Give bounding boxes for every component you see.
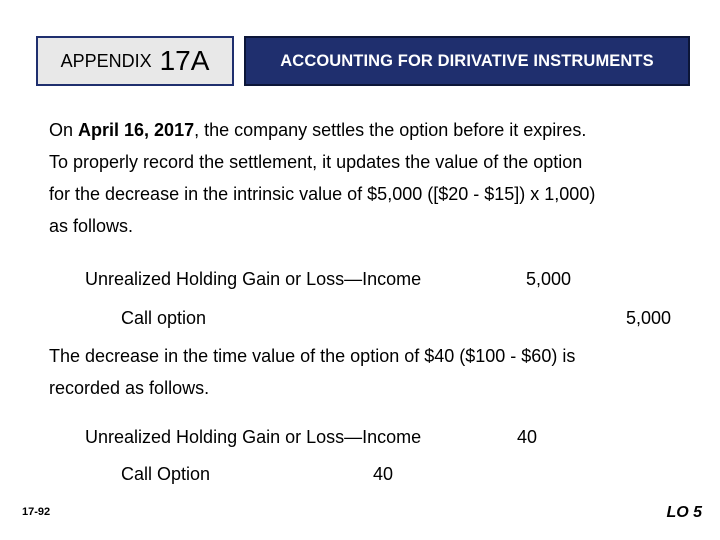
entry2-credit-amount: 40 xyxy=(373,464,394,484)
entry1-debit-account: Unrealized Holding Gain or Loss—Income xyxy=(85,269,422,289)
entry2-credit-account: Call Option xyxy=(121,464,211,484)
appendix-label-box xyxy=(36,36,234,86)
intro-paragraph xyxy=(49,114,699,242)
intro-line-1-suffix: , the company settles the option before it expires. xyxy=(194,120,587,140)
learning-objective: LO 5 xyxy=(666,504,702,521)
slide-title: ACCOUNTING FOR DIRIVATIVE INSTRUMENTS xyxy=(280,51,654,70)
entry2-debit-amount: 40 xyxy=(517,427,538,447)
appendix-number: 17A xyxy=(159,45,210,76)
second-paragraph xyxy=(49,340,699,404)
intro-line-1 xyxy=(49,114,699,146)
intro-line-4: as follows. xyxy=(49,216,134,236)
entry1-debit-amount: 5,000 xyxy=(526,269,572,289)
intro-line-2: To properly record the settlement, it updates the value of the option xyxy=(49,152,583,172)
entry2-debit-account: Unrealized Holding Gain or Loss—Income xyxy=(85,427,422,447)
entry1-credit-amount: 5,000 xyxy=(626,308,672,328)
entry1-credit-account: Call option xyxy=(121,308,207,328)
second-line-2: recorded as follows. xyxy=(49,378,210,398)
slide-title-box xyxy=(244,36,690,86)
slide-number: 17-92 xyxy=(22,506,51,518)
intro-line-3: for the decrease in the intrinsic value of $5,000 ([$20 - $15]) x 1,000) xyxy=(49,184,596,204)
settlement-date: April 16, 2017 xyxy=(78,120,195,140)
second-line-1: The decrease in the time value of the option of $40 ($100 - $60) is xyxy=(49,346,576,366)
appendix-word: APPENDIX xyxy=(60,50,152,71)
intro-line-1-prefix: On xyxy=(49,120,79,140)
